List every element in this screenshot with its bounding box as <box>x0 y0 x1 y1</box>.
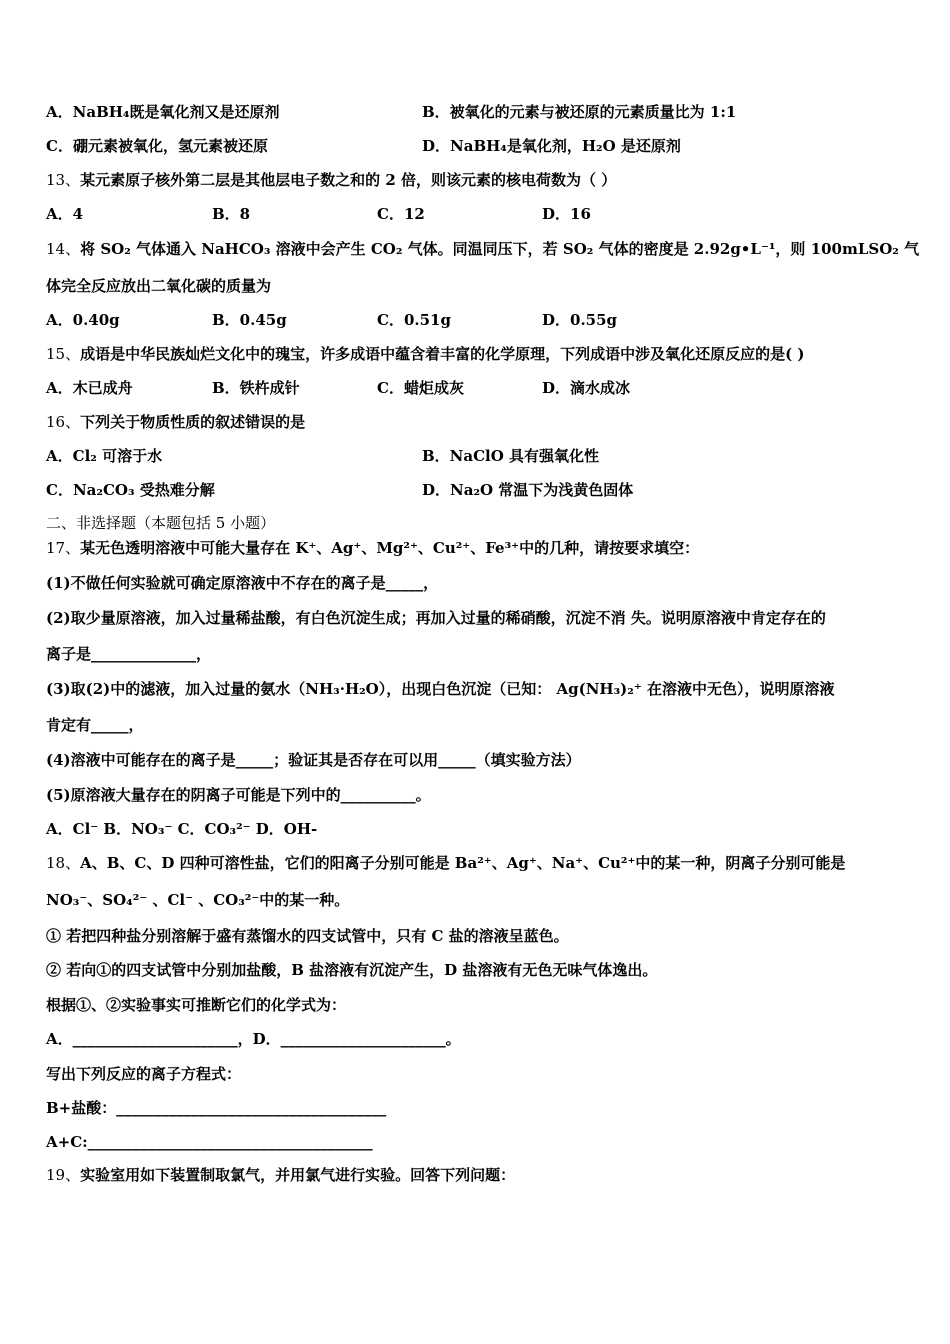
q14-options <box>46 309 910 331</box>
q14-option-c: C．0.51g <box>377 311 451 329</box>
q17-part4: (4)溶液中可能存在的离子是_____；验证其是否存在可以用_____（填实验方法） <box>46 751 581 769</box>
q13-option-d: D．16 <box>542 205 591 223</box>
q18-stem-line2: NO₃⁻、SO₄²⁻ 、Cl⁻ 、CO₃²⁻中的某一种。 <box>46 891 350 909</box>
q16-option-c: C．Na₂CO₃ 受热难分解 <box>46 481 215 499</box>
q12-options-row2 <box>46 135 910 157</box>
q19-stem <box>46 1164 910 1186</box>
q16-options-row2 <box>46 479 910 501</box>
q18-step2: ② 若向①的四支试管中分别加盐酸，B 盐溶液有沉淀产生，D 盐溶液有无色无味气体逸出。 <box>46 961 658 979</box>
q15-options <box>46 377 910 399</box>
q15-option-b: B．铁杵成针 <box>212 379 300 397</box>
q14-number: 14、 <box>46 240 81 258</box>
q12-option-c: C．硼元素被氧化，氢元素被还原 <box>46 137 268 155</box>
q18-text-1: A、B、C、D 四种可溶性盐，它们的阳离子分别可能是 Ba²⁺、Ag⁺、Na⁺、Cu²⁺中的某一种，阴离子分别可能是 <box>80 854 846 872</box>
q17-part5-options: A．Cl⁻ B．NO₃⁻ C．CO₃²⁻ D．OH- <box>46 820 318 838</box>
q17-part5: (5)原溶液大量存在的阴离子可能是下列中的__________。 <box>46 786 431 804</box>
q16-stem <box>46 411 910 433</box>
q18-equation-1: B+盐酸：____________________________________ <box>46 1099 387 1117</box>
q15-option-c: C．蜡炬成灰 <box>377 379 464 397</box>
q16-text: 下列关于物质性质的叙述错误的是 <box>80 413 306 431</box>
q13-number: 13、 <box>46 171 81 189</box>
q16-option-b: B．NaClO 具有强氧化性 <box>422 447 600 465</box>
q18-stem-line1 <box>46 852 910 874</box>
q13-options <box>46 203 910 225</box>
q13-option-c: C．12 <box>377 205 425 223</box>
q15-option-d: D．滴水成冰 <box>542 379 631 397</box>
q16-number: 16、 <box>46 413 81 431</box>
q12-options-row1 <box>46 101 910 123</box>
q13-option-a: A．4 <box>46 205 84 223</box>
q17-number: 17、 <box>46 539 81 557</box>
q12-option-a: A．NaBH₄既是氧化剂又是还原剂 <box>46 103 280 121</box>
q14-option-b: B．0.45g <box>212 311 287 329</box>
q14-text-1: 将 SO₂ 气体通入 NaHCO₃ 溶液中会产生 CO₂ 气体。同温同压下，若 SO₂ 气体的密度是 2.92g•L⁻¹，则 100mLSO₂ 气 <box>80 240 920 258</box>
q14-option-a: A．0.40g <box>46 311 120 329</box>
q12-option-b: B．被氧化的元素与被还原的元素质量比为 1:1 <box>422 103 737 121</box>
q15-text: 成语是中华民族灿烂文化中的瑰宝，许多成语中蕴含着丰富的化学原理，下列成语中涉及氧化还原反应的是( ) <box>80 345 805 363</box>
q19-text: 实验室用如下装置制取氯气，并用氯气进行实验。回答下列问题： <box>80 1166 516 1184</box>
q18-step1: ① 若把四种盐分别溶解于盛有蒸馏水的四支试管中，只有 C 盐的溶液呈蓝色。 <box>46 927 569 945</box>
q18-number: 18、 <box>46 854 81 872</box>
q16-options-row1 <box>46 445 910 467</box>
q15-option-a: A．木已成舟 <box>46 379 133 397</box>
q14-stem-line2: 体完全反应放出二氧化碳的质量为 <box>46 277 272 295</box>
q16-option-d: D．Na₂O 常温下为浅黄色固体 <box>422 481 634 499</box>
q13-stem <box>46 169 910 191</box>
q17-part3-line2: 肯定有_____， <box>46 716 144 734</box>
q17-part2-line2: 离子是______________， <box>46 645 212 663</box>
q19-number: 19、 <box>46 1166 81 1184</box>
q17-stem <box>46 537 910 559</box>
q18-answer-line: A．______________________，D．______________________。 <box>46 1030 461 1048</box>
q17-part1: (1)不做任何实验就可确定原溶液中不存在的离子是_____， <box>46 574 439 592</box>
q12-option-d: D．NaBH₄是氧化剂，H₂O 是还原剂 <box>422 137 681 155</box>
q17-text: 某无色透明溶液中可能大量存在 K⁺、Ag⁺、Mg²⁺、Cu²⁺、Fe³⁺中的几种，请按要求填空： <box>80 539 700 557</box>
q13-option-b: B．8 <box>212 205 251 223</box>
q14-option-d: D．0.55g <box>542 311 618 329</box>
q14-stem-line1 <box>46 238 920 260</box>
q18-write-prompt: 写出下列反应的离子方程式： <box>46 1065 242 1083</box>
q13-text: 某元素原子核外第二层是其他层电子数之和的 2 倍，则该元素的核电荷数为（ ） <box>80 171 617 189</box>
q15-number: 15、 <box>46 345 81 363</box>
q18-equation-2: A+C:______________________________________ <box>46 1133 373 1151</box>
q18-infer: 根据①、②实验事实可推断它们的化学式为： <box>46 996 347 1014</box>
q16-option-a: A．Cl₂ 可溶于水 <box>46 447 163 465</box>
q17-part3-line1: (3)取(2)中的滤液，加入过量的氨水（NH₃·H₂O），出现白色沉淀（已知： Ag(NH₃)₂⁺ 在溶液中无色），说明原溶液 <box>46 680 835 698</box>
q15-stem <box>46 343 910 365</box>
section-heading: 二、非选择题（本题包括 5 小题） <box>46 514 276 532</box>
q17-part2-line1: (2)取少量原溶液，加入过量稀盐酸，有白色沉淀生成；再加入过量的稀硝酸，沉淀不消 失。说明原溶液中肯定存在的 <box>46 609 826 627</box>
